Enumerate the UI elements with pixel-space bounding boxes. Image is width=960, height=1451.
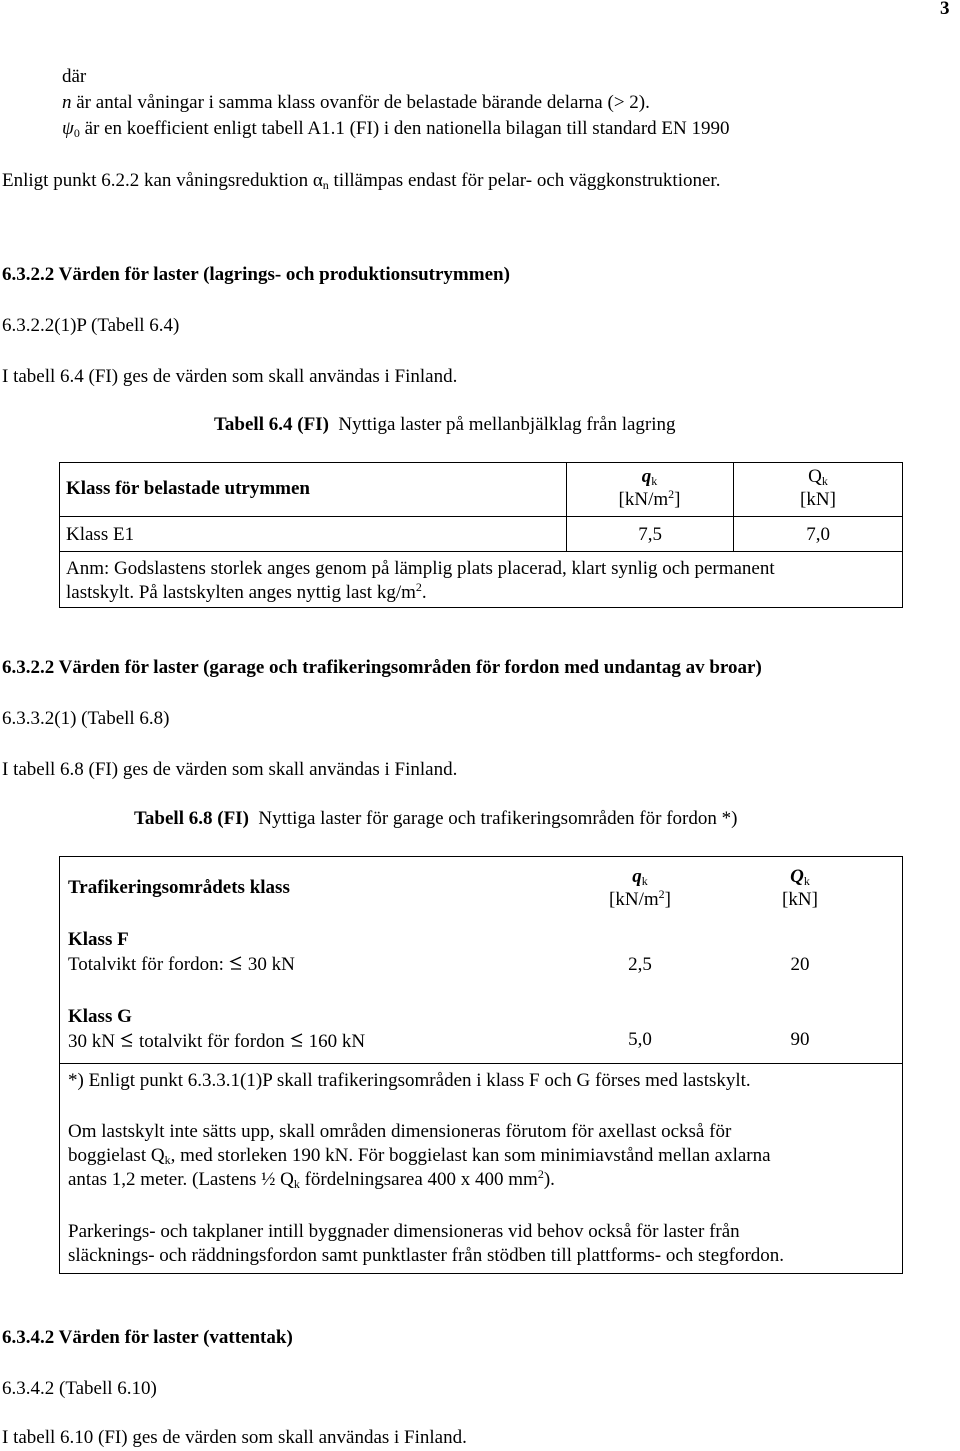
less-equal-icon [289, 1032, 305, 1048]
row-G-desc-mid: totalvikt för fordon [138, 1031, 285, 1052]
psi-definition [62, 118, 730, 141]
table64-col3-header [733, 466, 903, 512]
table68-row-G-Qk: 90 [790, 1029, 810, 1050]
table68-para1-line2 [68, 1145, 771, 1168]
section3-intro: I tabell 6.10 (FI) ges de värden som skall användas i Finland. [2, 1427, 467, 1448]
table64-col1-header: Klass för belastade utrymmen [66, 478, 310, 499]
table68-col3-header [745, 866, 855, 912]
section2-heading: 6.3.2.2 Värden för laster (garage och trafikeringsområden för fordon med undantag av broar) [2, 657, 762, 678]
table68 [59, 856, 903, 1274]
table64-caption-text: Nyttiga laster på mellanbjälklag från lagring [338, 414, 676, 435]
table68-para1-line1: Om lastskylt inte sätts upp, skall områden dimensioneras förutom för axellast också för [68, 1121, 732, 1142]
section1-heading: 6.3.2.2 Värden för laster (lagrings- och produktionsutrymmen) [2, 264, 510, 285]
n-text: är antal våningar i samma klass ovanför de belastade bärande delarna (> 2). [71, 92, 650, 113]
table64-caption-bold: Tabell 6.4 (FI) [214, 414, 329, 435]
para1-line3-pre: antas 1,2 meter. (Lastens ½ Q [68, 1169, 294, 1190]
para1-line2-post: , med storleken 190 kN. För boggielast kan som minimiavstånd mellan axlarna [170, 1145, 771, 1166]
table64-col2-header [566, 466, 733, 512]
table64-note-line1: Anm: Godslastens storlek anges genom på lämplig plats placerad, klart synlig och permanent [66, 558, 775, 579]
psi-symbol: ψ [62, 118, 74, 139]
enligt-paragraph [2, 170, 720, 193]
table64-note-line2 [66, 582, 427, 605]
para1-line3-mid: fördelningsarea 400 x 400 mm [299, 1169, 538, 1190]
row-G-desc-post: 160 kN [308, 1031, 366, 1052]
table68-caption [134, 808, 737, 831]
note-line2-post: . [421, 582, 427, 603]
table68-caption-text: Nyttiga laster för garage och trafikeringsområden för fordon *) [258, 808, 738, 829]
note-line2-sup: 2 [415, 580, 422, 594]
Qk-symbol: Q [808, 466, 822, 487]
page-number: 3 [940, 0, 950, 19]
row-F-desc-post: 30 kN [247, 954, 295, 975]
enligt-sub: n [322, 178, 329, 192]
para1-line3-post: ). [543, 1169, 555, 1190]
dar-label: där [62, 66, 87, 87]
table64-row-Qk: 7,0 [806, 524, 830, 545]
Qk-unit: [kN] [800, 488, 836, 510]
table68-row-G-qk: 5,0 [628, 1029, 652, 1050]
table68-row-G-class: Klass G [68, 1006, 132, 1027]
table64-row-qk: 7,5 [638, 524, 662, 545]
section3-heading: 6.3.4.2 Värden för laster (vattentak) [2, 1327, 293, 1348]
section1-ref: 6.3.2.2(1)P (Tabell 6.4) [2, 315, 180, 336]
Qk2-symbol: Q [790, 866, 804, 887]
row-G-desc-pre: 30 kN [68, 1031, 115, 1052]
Qk2-sub: k [803, 874, 810, 888]
qk2-symbol: q [632, 866, 642, 887]
qk2-unit-sup: 2 [658, 886, 665, 901]
table68-footnote: *) Enligt punkt 6.3.3.1(1)P skall trafikeringsområden i klass F och G förses med lastskylt. [68, 1070, 751, 1091]
qk2-unit-post: ] [664, 888, 671, 910]
section3-ref: 6.3.4.2 (Tabell 6.10) [2, 1378, 157, 1399]
table68-row-F-Qk: 20 [790, 954, 810, 975]
section2-intro: I tabell 6.8 (FI) ges de värden som skall användas i Finland. [2, 759, 458, 780]
qk2-sub: k [641, 874, 648, 888]
qk-unit-post: ] [674, 488, 681, 510]
row-F-desc-pre: Totalvikt för fordon: [68, 954, 224, 975]
table68-caption-bold: Tabell 6.8 (FI) [134, 808, 249, 829]
qk2-unit-pre: [kN/m [609, 888, 659, 910]
psi-sub: 0 [73, 126, 80, 140]
section2-ref: 6.3.3.2(1) (Tabell 6.8) [2, 708, 170, 729]
psi-text: är en koefficient enligt tabell A1.1 (FI) i den nationella bilagan till standard EN 1990 [79, 118, 730, 139]
table68-row-F-qk: 2,5 [628, 954, 652, 975]
qk-sub: k [651, 474, 658, 488]
table68-row-F-desc [68, 954, 295, 977]
qk-unit-sup: 2 [668, 486, 675, 501]
para1-line3-sup: 2 [537, 1167, 544, 1181]
less-equal-icon [228, 955, 244, 971]
table68-row-F-class: Klass F [68, 929, 129, 950]
n-definition [62, 92, 650, 115]
n-symbol: n [62, 92, 72, 113]
enligt-pre: Enligt punkt 6.2.2 kan våningsreduktion α [2, 170, 323, 191]
table68-para2-line2: släcknings- och räddningsfordon samt punktlaster från stödben till plattforms- och stegfordon. [68, 1245, 785, 1266]
table68-col2-header [570, 866, 710, 912]
Qk2-unit: [kN] [782, 888, 818, 910]
para1-line2-pre: boggielast Q [68, 1145, 165, 1166]
table64-row-label: Klass E1 [66, 524, 135, 545]
table64-caption [214, 414, 676, 437]
note-line2-pre: lastskylt. På lastskylten anges nyttig last kg/m [66, 582, 416, 603]
section1-intro: I tabell 6.4 (FI) ges de värden som skall användas i Finland. [2, 366, 458, 387]
table68-para1-line3 [68, 1169, 555, 1192]
qk-symbol: q [641, 466, 652, 487]
para1-line2-sub: k [164, 1153, 171, 1167]
Qk-sub: k [821, 474, 828, 488]
table68-para2-line1: Parkerings- och takplaner intill byggnader dimensioneras vid behov också för laster från [68, 1221, 740, 1242]
less-equal-icon [119, 1032, 135, 1048]
para1-line3-sub: k [293, 1177, 300, 1191]
enligt-post: tillämpas endast för pelar- och väggkonstruktioner. [328, 170, 721, 191]
table68-row-G-desc [68, 1031, 365, 1054]
table68-col1-header: Trafikeringsområdets klass [68, 877, 290, 898]
qk-unit-pre: [kN/m [618, 488, 669, 510]
